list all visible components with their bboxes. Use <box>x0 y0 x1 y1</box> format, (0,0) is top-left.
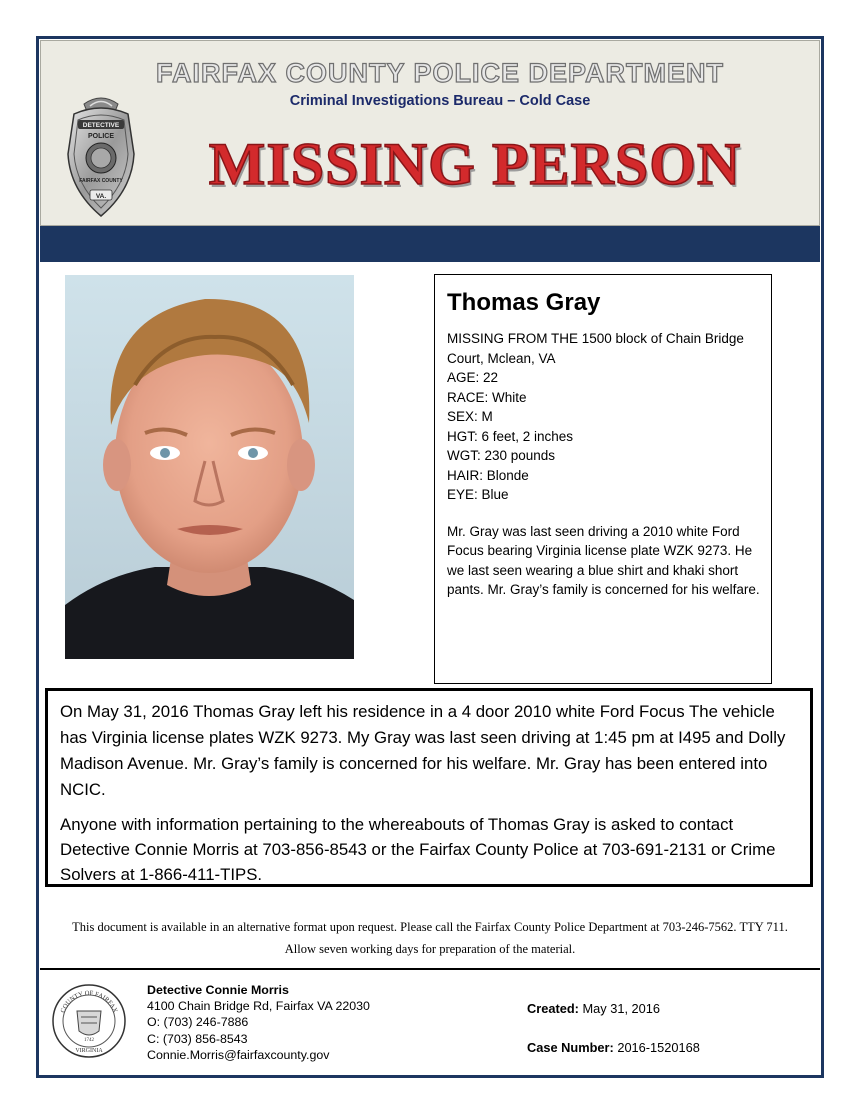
missing-person-banner: MISSING PERSON <box>208 131 742 197</box>
missing-from: MISSING FROM THE 1500 block of Chain Bridge Court, Mclean, VA <box>447 331 744 366</box>
seal-bottom-text: VIRGINIA <box>75 1048 103 1054</box>
weight: WGT: 230 pounds <box>447 448 556 463</box>
summary-paragraph-2: Anyone with information pertaining to the whereabouts of Thomas Gray is asked to contact Detective Connie Morris at 703-856-8543 or the Fairfax County Police at 703-691-2131 or Crime Solvers at 1-866-411-TIPS. <box>60 815 776 884</box>
badge-top-text: DETECTIVE <box>82 122 120 129</box>
badge-state-text: VA. <box>95 193 107 200</box>
police-badge-icon <box>62 94 140 218</box>
case-number-value: 2016-1520168 <box>617 1040 700 1055</box>
case-number <box>527 1040 700 1055</box>
cell-phone: C: (703) 856-8543 <box>147 1031 248 1046</box>
footer-divider <box>40 968 820 970</box>
department-title: FAIRFAX COUNTY POLICE DEPARTMENT <box>155 58 725 88</box>
summary-paragraph-1: On May 31, 2016 Thomas Gray left his residence in a 4 door 2010 white Ford Focus The vehicle has Virginia license plates WZK 9273. My Gray was last seen driving at 1:45 pm at I495 and Dolly Madison Avenue. Mr. Gray’s family is concerned for his welfare. Mr. Gray has been entered into NCIC. <box>60 702 786 799</box>
badge-county-text: FAIRFAX COUNTY <box>79 178 123 184</box>
detective-address: 4100 Chain Bridge Rd, Fairfax VA 22030 <box>147 999 370 1014</box>
seal-year: 1742 <box>84 1038 94 1043</box>
seal-top-text: COUNTY OF FAIRFAX <box>59 989 119 1014</box>
county-seal-icon <box>51 981 127 1061</box>
detective-name: Detective Connie Morris <box>147 983 289 997</box>
detective-contact <box>147 982 370 1063</box>
header-band <box>40 226 820 262</box>
last-seen-description: Mr. Gray was last seen driving a 2010 white Ford Focus bearing Virginia license plate WZK 9273. He we last seen wearing a blue shirt and khaki short pants. Mr. Gray’s family is concerned for his welfare. <box>447 523 760 597</box>
created-date <box>527 1001 660 1016</box>
race: RACE: White <box>447 389 527 405</box>
missing-person-photo <box>65 275 354 659</box>
bureau-subtitle: Criminal Investigations Bureau – Cold Case <box>289 93 591 109</box>
accessibility-notice: This document is available in an alternative format upon request. Please call the Fairfax County Police Department at 703-246-7562. TTY 711. Allow seven working days for preparation of the material. <box>72 920 788 956</box>
person-details <box>447 329 761 505</box>
created-value: May 31, 2016 <box>582 1001 661 1016</box>
sex: SEX: M <box>447 409 493 424</box>
person-name: Thomas Gray <box>447 289 601 316</box>
person-details-box <box>434 274 772 684</box>
hair: HAIR: Blonde <box>447 467 529 483</box>
case-summary-box <box>45 688 813 887</box>
created-label: Created: <box>527 1001 579 1016</box>
case-number-label: Case Number: <box>527 1040 614 1055</box>
age: AGE: 22 <box>447 370 499 385</box>
detective-email[interactable]: Connie.Morris@fairfaxcounty.gov <box>147 1047 330 1062</box>
badge-mid-text: POLICE <box>87 133 115 140</box>
eye-color: EYE: Blue <box>447 487 509 502</box>
height: HGT: 6 feet, 2 inches <box>447 428 574 444</box>
office-phone: O: (703) 246-7886 <box>147 1015 249 1030</box>
